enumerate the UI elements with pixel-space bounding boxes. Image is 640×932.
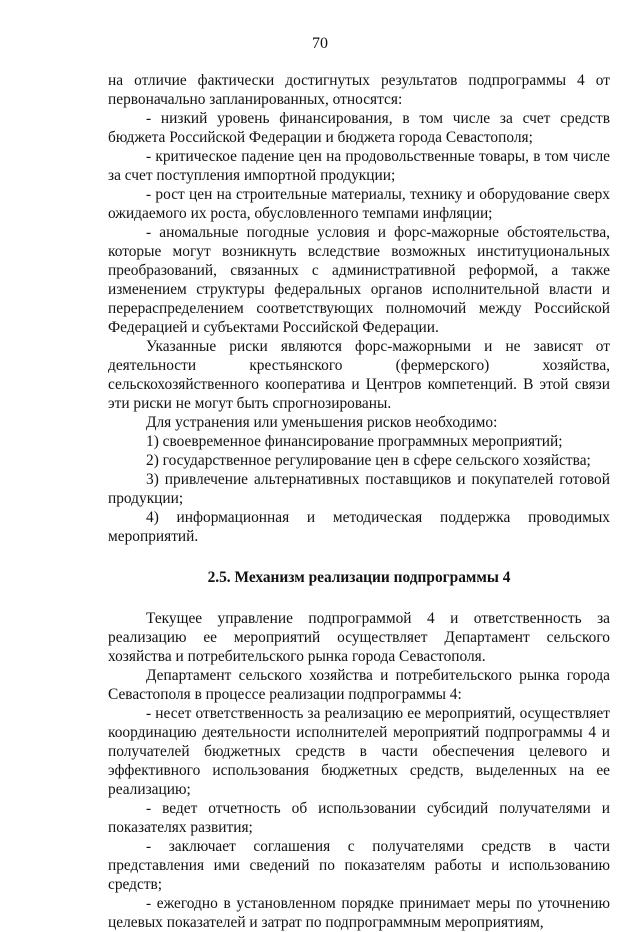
paragraph: 3) привлечение альтернативных поставщиков и покупателей готовой продукции; <box>108 471 610 507</box>
paragraph: Для устранения или уменьшения рисков необходимо: <box>146 414 498 431</box>
section-heading: 2.5. Механизм реализации подпрограммы 4 <box>207 569 511 586</box>
paragraph: - заключает соглашения с получателями средств в части представления ими сведений по показателям работы и использованию средств; <box>108 838 610 893</box>
paragraph: 2) государственное регулирование цен в сфере сельского хозяйства; <box>146 452 591 469</box>
paragraph: - низкий уровень финансирования, в том числе за счет средств бюджета Российской Федерации и бюджета города Севастополя; <box>108 110 610 146</box>
paragraph: - ведет отчетность об использовании субсидий получателями и показателях развития; <box>108 800 610 836</box>
paragraph: Указанные риски являются форс-мажорными и не зависят от деятельности крестьянского (фермерского) хозяйства, сельскохозяйственного кооператива и Центров компетенций. В этой связи эти риски не могут быть спрогнозированы. <box>108 338 610 412</box>
document-body <box>108 71 610 932</box>
paragraph: - ежегодно в установленном порядке принимает меры по уточнению целевых показателей и затрат по подпрограммным мероприятиям, <box>108 895 610 931</box>
paragraph: - несет ответственность за реализацию ее мероприятий, осуществляет координацию деятельности исполнителей мероприятий подпрограммы 4 и получателей бюджетных средств в части обеспечения целевого и эффективного использования бюджетных средств, выделенных на ее реализацию; <box>108 705 610 798</box>
paragraph: 1) своевременное финансирование программных мероприятий; <box>146 433 563 450</box>
paragraph: 4) информационная и методическая поддержка проводимых мероприятий. <box>108 509 610 545</box>
paragraphs-after-heading <box>108 609 610 932</box>
page-number: 70 <box>312 35 328 52</box>
paragraph: Текущее управление подпрограммой 4 и ответственность за реализацию ее мероприятий осуществляет Департамент сельского хозяйства и потребительского рынка города Севастополя. <box>108 610 610 665</box>
paragraph: - критическое падение цен на продовольственные товары, в том числе за счет поступления импортной продукции; <box>108 148 610 184</box>
paragraph: - рост цен на строительные материалы, технику и оборудование сверх ожидаемого их роста, обусловленного темпами инфляции; <box>108 186 610 222</box>
paragraph: на отличие фактически достигнутых результатов подпрограммы 4 от первоначально запланированных, относятся: <box>108 72 610 108</box>
paragraphs-before-heading <box>108 71 610 546</box>
paragraph: Департамент сельского хозяйства и потребительского рынка города Севастополя в процессе реализации подпрограммы 4: <box>108 667 610 703</box>
paragraph: - аномальные погодные условия и форс-мажорные обстоятельства, которые могут возникнуть вследствие возможных институциональных преобразований, связанных с административной реформой, а также изменением структуры федеральных органов исполнительной власти и перераспределением соответствующих полномочий между Российской Федерацией и субъектами Российской Федерации. <box>108 224 610 336</box>
